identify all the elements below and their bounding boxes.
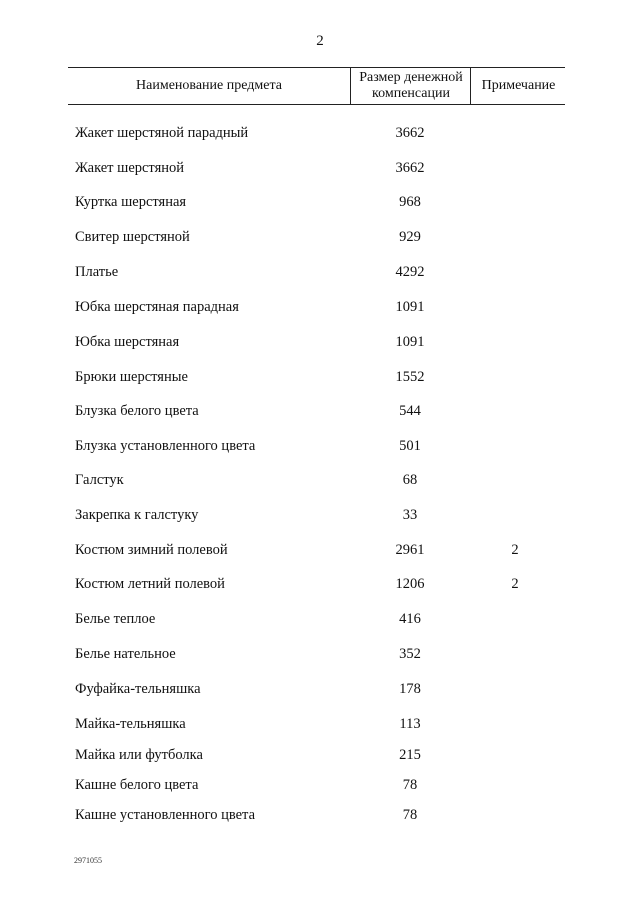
compensation-value: 215 [399,747,421,763]
compensation-value: 78 [402,777,418,793]
compensation-value: 501 [399,438,421,454]
item-name: Свитер шерстяной [75,229,190,245]
item-name: Юбка шерстяная парадная [75,299,239,315]
page-number: 2 [316,33,324,49]
table-row [0,227,640,247]
compensation-value: 1091 [395,334,425,350]
compensation-value: 1206 [395,576,425,592]
item-name: Фуфайка-тельняшка [75,681,201,697]
compensation-value: 33 [402,507,418,523]
compensation-value: 1091 [395,299,425,315]
item-name: Кашне установленного цвета [75,807,256,823]
item-name: Жакет шерстяной [75,160,185,176]
table-row [0,192,640,212]
document-code: 2971055 [74,856,102,865]
table-row [0,714,640,734]
table-row [0,436,640,456]
table-row [0,609,640,629]
table-row [0,367,640,387]
item-name: Костюм летний полевой [75,576,225,592]
note-value: 2 [511,542,519,558]
table-row [0,540,640,560]
table-row [0,505,640,525]
item-name: Закрепка к галстуку [75,507,199,523]
compensation-value: 2961 [395,542,425,558]
compensation-value: 968 [399,194,421,210]
compensation-value: 4292 [395,264,425,280]
item-name: Костюм зимний полевой [75,542,228,558]
item-name: Жакет шерстяной парадный [75,125,249,141]
compensation-value: 416 [399,611,421,627]
item-name: Белье теплое [75,611,156,627]
table-row [0,401,640,421]
header-compensation-size: Размер денежной компенсации [350,68,471,104]
compensation-value: 1552 [395,369,425,385]
compensation-value: 3662 [395,125,425,141]
header-item-name: Наименование предмета [136,78,282,93]
table-row [0,123,640,143]
item-name: Куртка шерстяная [75,194,187,210]
table-row [0,262,640,282]
compensation-value: 352 [399,646,421,662]
table-row [0,679,640,699]
table-row [0,297,640,317]
compensation-value: 68 [402,472,418,488]
table-row [0,805,640,825]
table-row [0,775,640,795]
compensation-value: 78 [402,807,418,823]
note-value: 2 [511,576,519,592]
compensation-value: 929 [399,229,421,245]
item-name: Блузка белого цвета [75,403,199,419]
item-name: Платье [75,264,119,280]
item-name: Кашне белого цвета [75,777,199,793]
header-note: Примечание [470,68,566,104]
item-name: Майка или футболка [75,747,203,763]
item-name: Юбка шерстяная [75,334,180,350]
compensation-value: 113 [399,716,421,732]
item-name: Галстук [75,472,124,488]
table-row [0,644,640,664]
table-header [68,67,565,105]
item-name: Брюки шерстяные [75,369,188,385]
table-row [0,574,640,594]
table-row [0,158,640,178]
item-name: Майка-тельняшка [75,716,186,732]
table-row [0,745,640,765]
table-row [0,332,640,352]
item-name: Белье нательное [75,646,176,662]
compensation-value: 3662 [395,160,425,176]
compensation-value: 178 [399,681,421,697]
compensation-value: 544 [399,403,421,419]
table-row [0,470,640,490]
item-name: Блузка установленного цвета [75,438,256,454]
